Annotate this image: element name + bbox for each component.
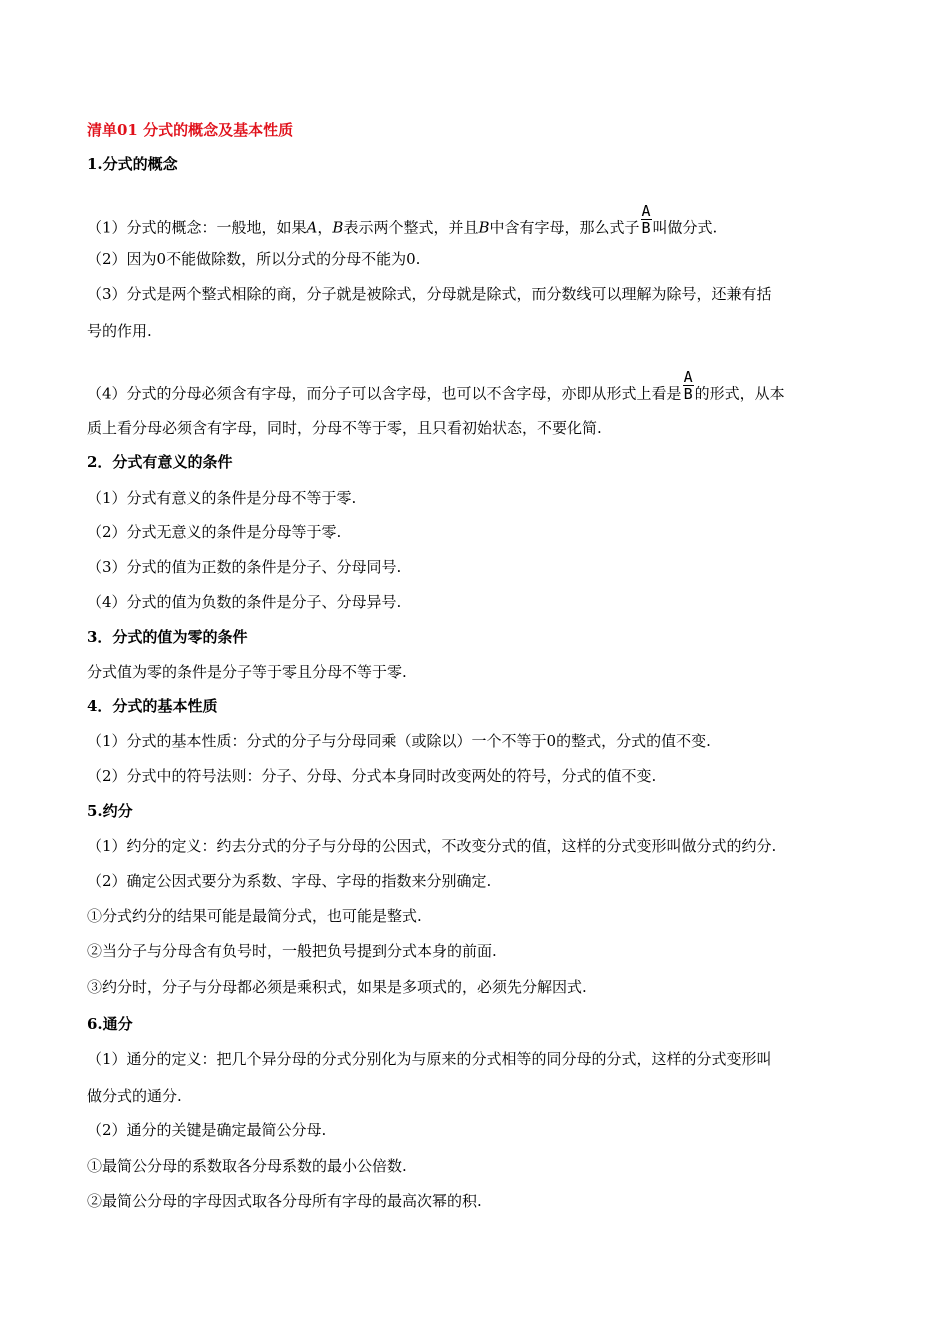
- s5-paragraph-3: ①分式约分的结果可能是最简分式，也可能是整式.: [87, 907, 422, 925]
- section-4-heading: 4．分式的基本性质: [87, 697, 218, 715]
- document-title: 清单01 分式的概念及基本性质: [87, 121, 294, 139]
- s1-paragraph-4-line-1: （4）分式的分母必须含有字母，而分子可以含字母，也可以不含字母，亦即从形式上看是 $\frac{A}{B}$ 的形式，从本: [87, 368, 785, 403]
- s5-paragraph-2: （2）确定公因式要分为系数、字母、字母的指数来分别确定.: [87, 872, 492, 890]
- s1-paragraph-3-line-2: 号的作用.: [87, 322, 152, 340]
- section-1-heading: 1.分式的概念: [87, 155, 178, 173]
- s2-paragraph-3: （3）分式的值为正数的条件是分子、分母同号.: [87, 558, 402, 576]
- s5-paragraph-4: ②当分子与分母含有负号时，一般把负号提到分式本身的前面.: [87, 942, 497, 960]
- s1-paragraph-4-line-2: 质上看分母必须含有字母，同时，分母不等于零，且只看初始状态，不要化简.: [87, 419, 602, 437]
- s4-paragraph-2: （2）分式中的符号法则：分子、分母、分式本身同时改变两处的符号，分式的值不变.: [87, 767, 657, 785]
- section-6-heading: 6.通分: [87, 1015, 133, 1033]
- s6-paragraph-2: （2）通分的关键是确定最简公分母.: [87, 1121, 327, 1139]
- s2-paragraph-1: （1）分式有意义的条件是分母不等于零.: [87, 489, 357, 507]
- s6-paragraph-4: ②最简公分母的字母因式取各分母所有字母的最高次幂的积.: [87, 1192, 482, 1210]
- section-5-heading: 5.约分: [87, 802, 133, 820]
- s5-paragraph-5: ③约分时，分子与分母都必须是乘积式，如果是多项式的，必须先分解因式.: [87, 978, 587, 996]
- s1-paragraph-3-line-1: （3）分式是两个整式相除的商，分子就是被除式，分母就是除式，而分数线可以理解为除号，还兼有括: [87, 285, 772, 303]
- fraction-a-over-b-2: $\frac{A}{B}$: [683, 368, 693, 403]
- s2-paragraph-2: （2）分式无意义的条件是分母等于零.: [87, 523, 342, 541]
- section-2-heading: 2．分式有意义的条件: [87, 453, 233, 471]
- s6-paragraph-3: ①最简公分母的系数取各分母系数的最小公倍数.: [87, 1157, 407, 1175]
- fraction-a-over-b: $\frac{A}{B}$: [641, 202, 651, 237]
- s4-paragraph-1: （1）分式的基本性质：分式的分子与分母同乘（或除以）一个不等于0的整式，分式的值不变.: [87, 732, 711, 750]
- section-3-heading: 3．分式的值为零的条件: [87, 628, 248, 646]
- s5-paragraph-1: （1）约分的定义：约去分式的分子与分母的公因式，不改变分式的值，这样的分式变形叫做分式的约分.: [87, 837, 777, 855]
- s2-paragraph-4: （4）分式的值为负数的条件是分子、分母异号.: [87, 593, 402, 611]
- s1-paragraph-1: （1）分式的概念：一般地，如果A，B表示两个整式，并且B中含有字母，那么式子 $\frac{A}{B}$ 叫做分式.: [87, 202, 718, 237]
- s6-paragraph-1-line-1: （1）通分的定义：把几个异分母的分式分别化为与原来的分式相等的同分母的分式，这样的分式变形叫: [87, 1050, 772, 1068]
- s1-paragraph-2: （2）因为0不能做除数，所以分式的分母不能为0.: [87, 250, 421, 268]
- s3-paragraph-1: 分式值为零的条件是分子等于零且分母不等于零.: [87, 663, 407, 681]
- s6-paragraph-1-line-2: 做分式的通分.: [87, 1087, 182, 1105]
